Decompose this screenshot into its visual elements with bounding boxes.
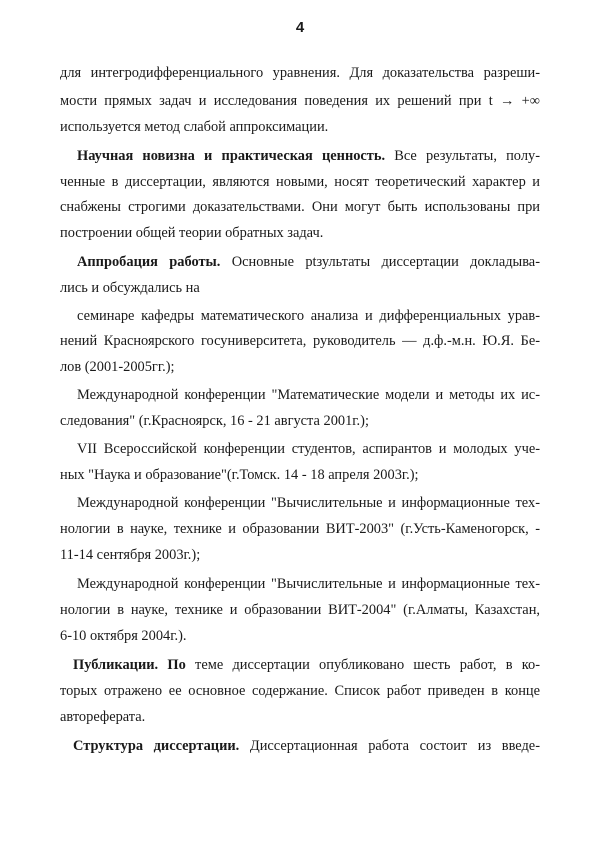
text-line: Международной конференции "Вычислительные и информационные тех- (77, 576, 540, 592)
text-line: VII Всероссийской конференции студентов, аспирантов и молодых уче- (77, 441, 540, 457)
text-line: нологии в науке, технике и образовании ВИТ-2003" (г.Усть-Каменогорск, - (60, 521, 540, 537)
text-line: семинаре кафедры математического анализа и дифференциальных урав- (77, 308, 540, 324)
text-line: нологии в науке, технике и образовании ВИТ-2004" (г.Алматы, Казахстан, (60, 602, 540, 618)
text-line: 11-14 сентября 2003г.); (60, 547, 201, 563)
text-line: лов (2001-2005гг.); (60, 359, 175, 375)
text-line: построении общей теории обратных задач. (60, 225, 324, 241)
page-number: 4 (295, 19, 305, 36)
text-line: торых отражено ее основное содержание. Список работ приведен в конце (60, 683, 540, 699)
text-line: ченные в диссертации, являются новыми, носят теоретический характер и (60, 174, 540, 190)
text-line: Научная новизна и практическая ценность. Все результаты, полу- (77, 148, 540, 164)
text-line: лись и обсуждались на (60, 280, 200, 296)
section-heading: Аппробация работы. (77, 254, 221, 270)
text-line: Публикации. По теме диссертации опубликовано шесть работ, в ко- (73, 657, 540, 673)
text-line: автореферата. (60, 709, 146, 725)
text-line: мости прямых задач и исследования поведения их решений при t → +∞ (60, 93, 540, 109)
section-heading: Научная новизна и практическая ценность. (77, 148, 386, 164)
text-line: ных "Наука и образование"(г.Томск. 14 - 18 апреля 2003г.); (60, 467, 419, 483)
text-line: используется метод слабой аппроксимации. (60, 119, 329, 135)
text-line: Международной конференции "Вычислительные и информационные тех- (77, 495, 540, 511)
text-line: следования" (г.Красноярск, 16 - 21 августа 2001г.); (60, 413, 369, 429)
text-line: 6-10 октября 2004г.). (60, 628, 187, 644)
text-line: для интегродифференциального уравнения. Для доказательства разреши- (60, 65, 540, 81)
text-line: Международной конференции "Математические модели и методы их ис- (77, 387, 540, 403)
text-line: Структура диссертации. Диссертационная работа состоит из введе- (73, 738, 540, 754)
section-heading: Публикации. По (73, 657, 186, 673)
text-line: снабжены строгими доказательствами. Они могут быть использованы при (60, 199, 540, 215)
text-line: нений Красноярского госуниверситета, руководитель — д.ф.-м.н. Ю.Я. Бе- (60, 333, 540, 349)
text-line: Аппробация работы. Основные рtзультаты диссертации докладыва- (77, 254, 540, 270)
section-heading: Структура диссертации. (73, 738, 240, 754)
